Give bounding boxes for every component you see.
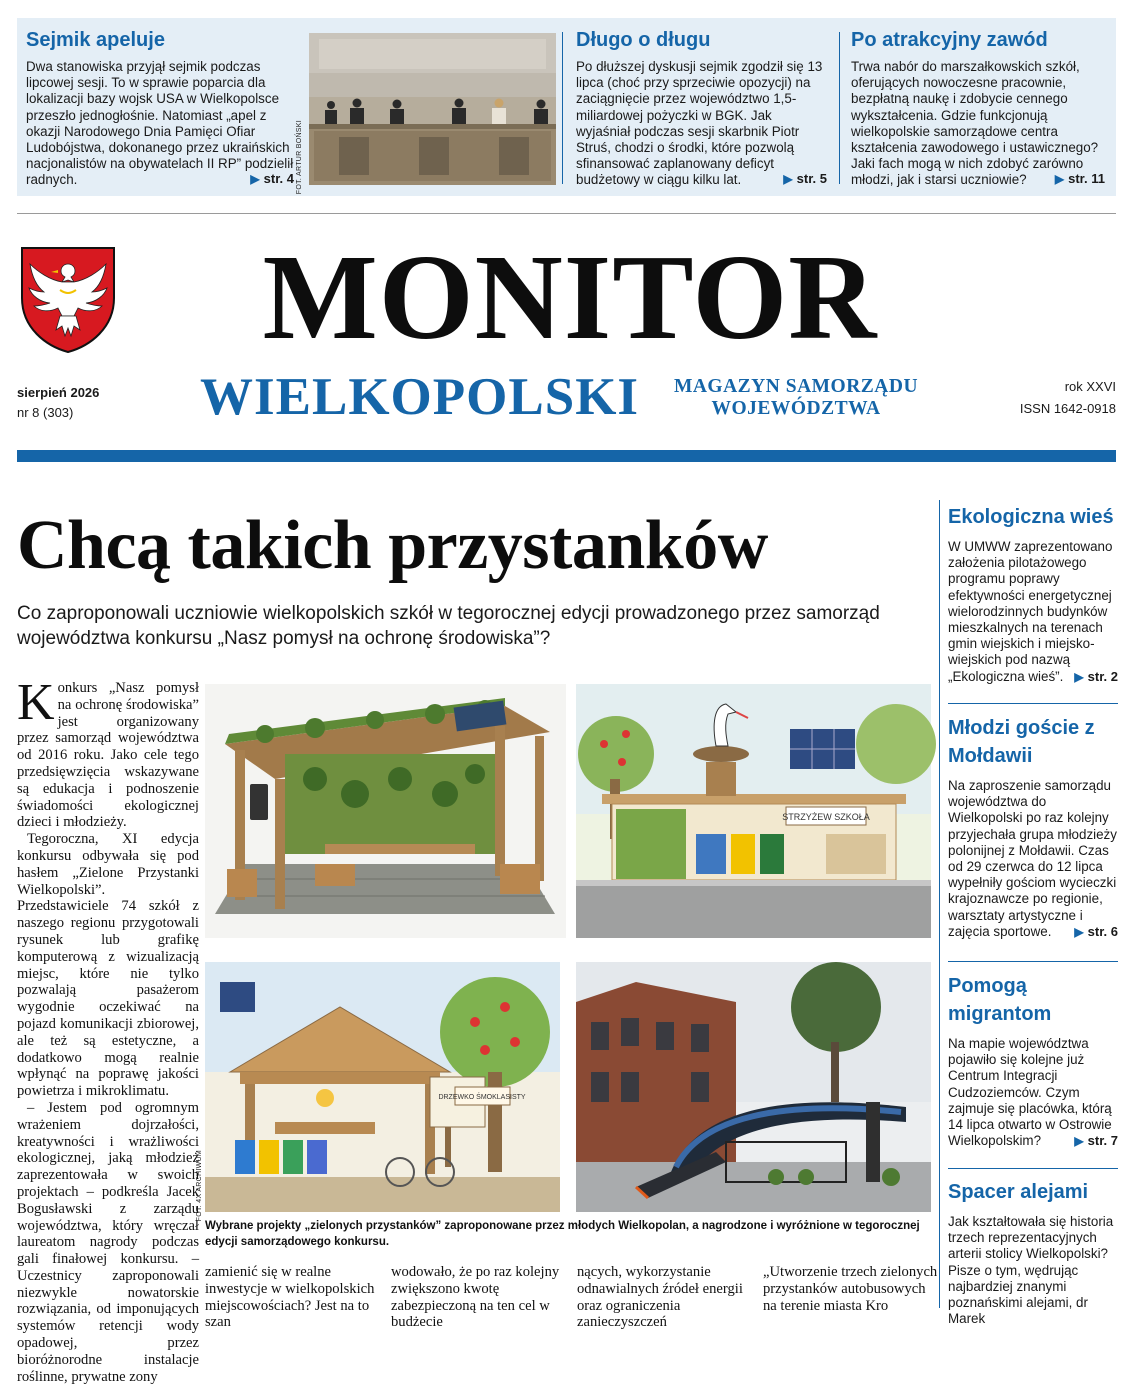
sidebar-rule bbox=[948, 1168, 1118, 1169]
dropcap: K bbox=[17, 674, 55, 731]
teaser-text: Dwa stanowiska przyjął sejmik podczas lipcowej sesji. To w sprawie poparcia dla lokalizacji bazy wojsk USA w Wielkopolsce przeszło jednogłośnie. Natomiast „apel z okazji Narodowego Dnia Pamięci Ofiar Ludobójstwa, dokonanego przez ukraińskich nacjonalistów na obywatelach II RP” podzielił radnych. bbox=[26, 59, 294, 188]
page-ref[interactable] bbox=[1074, 669, 1118, 685]
article-body-column bbox=[17, 674, 199, 1385]
page-ref-label: str. 11 bbox=[1068, 171, 1105, 186]
page-ref[interactable] bbox=[250, 171, 294, 186]
triangle-right-icon: ▶ bbox=[250, 172, 260, 186]
sidebar-rule bbox=[948, 961, 1118, 962]
photo-credit: FOT. ARTUR BOŃSKI bbox=[296, 120, 303, 195]
teaser-zawod[interactable] bbox=[851, 18, 1105, 196]
masthead-subtitle: WIELKOPOLSKI bbox=[200, 368, 640, 426]
page-ref[interactable] bbox=[1055, 171, 1105, 186]
bus-stop-drawing-gazebo bbox=[205, 962, 560, 1212]
article-paragraph: – Jestem pod ogromnym wrażeniem dojrzałości, kreatywności i wrażliwości ekologicznej, jaką młodzież zaprezentowała w swoich projektach – podkreśla Jacek Bogusławski z zarządu województwa, który wręczał laureatom nagrody podczas gali finałowej konkursu. – Uczestnicy zaproponowali niezwykle nowatorskie rozwiązania, od imponujących systemów retencji wody opadowej, przez bioróżnorodne instalacje roślinne, prywatne zony bbox=[17, 1099, 199, 1385]
sidebar-teaser-migranci[interactable] bbox=[948, 972, 1118, 1149]
article-column-text: „Utworzenie trzech zielonych przystanków autobusowych na terenie miasta Kro bbox=[763, 1264, 938, 1314]
triangle-right-icon: ▶ bbox=[1054, 172, 1065, 186]
teaser-text: Trwa nabór do marszałkowskich szkół, oferujących nowoczesne pracownie, bezpłatną naukę i zdobycie cennego wykształcenia. Gdzie funkcjonują wielkopolskie samorządowe centra kształcenia zawodowego i ustawicznego? Jaki fach mogą w nich zdobyć zarówno młodzi, jak i starsi uczniowie? bbox=[851, 59, 1099, 188]
tagline-line: MAGAZYN SAMORZĄDU bbox=[673, 376, 919, 397]
sidebar-text: Jak kształtowała się historia trzech reprezentacyjnych arterii stolicy Wielkopolski? Pisze o tym, wędrując najbardziej znanymi poznańskimi alejami, dr Marek bbox=[948, 1214, 1114, 1327]
sidebar-text-body: W UMWW zaprezentowano założenia pilotażowego programu poprawy efektywności energetycznej wielorodzinnych budynków mieszkalnych na terenach gmin wiejskich i miejsko-wiejskich pod nazwą „Ekologiczna wieś”. bbox=[948, 539, 1113, 684]
masthead-tagline bbox=[660, 376, 932, 420]
sejmik-session-photo bbox=[309, 33, 556, 185]
page-ref-label: str. 7 bbox=[1087, 1133, 1118, 1149]
paragraph-text: onkurs „Nasz pomysł na ochronę środowiska” jest organizowany przez samorząd województwa od 2016 roku. Jako cele tego przedsięwzięcia wskazywane są edukacja i podnoszenie świadomości ekologicznej dzieci i młodzieży. bbox=[17, 680, 199, 831]
sidebar-title: Młodzi goście z Mołdawii bbox=[948, 717, 1095, 767]
sidebar-teaser-aleje[interactable] bbox=[948, 1178, 1118, 1327]
sidebar-text bbox=[948, 778, 1118, 940]
photo-credit: FOT. 4X ARCHIWUM bbox=[196, 1150, 203, 1222]
triangle-right-icon: ▶ bbox=[783, 172, 793, 186]
teaser-title: Długo o długu bbox=[576, 29, 711, 51]
page-ref-label: str. 6 bbox=[1087, 923, 1118, 939]
sidebar-text-body: Na zaproszenie samorządu województwa do Wielkopolski po raz kolejny przyjechała grupa młodzieży polonijnej z Mołdawii. Czas od 29 czerwca do 12 lipca wypełniły gościom wycieczki krajoznawcze po regionie, warsztaty artystyczne i zajęcia sportowe. bbox=[948, 778, 1117, 939]
column-divider bbox=[839, 32, 840, 184]
session-illustration bbox=[309, 33, 556, 185]
divider bbox=[17, 213, 1116, 214]
page-ref-label: str. 4 bbox=[263, 171, 294, 186]
page-ref[interactable] bbox=[783, 171, 827, 186]
teaser-title: Sejmik apeluje bbox=[26, 29, 165, 51]
teaser-strip bbox=[17, 18, 1116, 196]
photo-caption: Wybrane projekty „zielonych przystanków” zaproponowane przez młodych Wielkopolan, a nagrodzone i wyróżnione w tegorocznej edycji samorządowego konkursu. bbox=[205, 1220, 920, 1248]
sidebar-title: Spacer alejami bbox=[948, 1181, 1089, 1203]
sidebar-teaser-moldawia[interactable] bbox=[948, 714, 1118, 940]
wielkopolska-crest-icon bbox=[20, 246, 116, 354]
teaser-dlug[interactable] bbox=[576, 18, 827, 196]
sidebar-divider bbox=[939, 500, 940, 1308]
tree-sign: DRZEWKO ŚMOKLASISTY bbox=[438, 1094, 526, 1101]
article-headline: Chcą takich przystanków bbox=[17, 507, 768, 584]
sidebar-text bbox=[948, 539, 1118, 685]
sidebar-text-body: Na mapie województwa pojawiło się kolejne już Centrum Integracji Cudzoziemców. Czym zajmuje się placówka, którą 14 lipca otwarto w Ostrowie Wielkopolskim? bbox=[948, 1036, 1112, 1149]
page-ref-label: str. 5 bbox=[796, 171, 827, 186]
masthead-title: MONITOR bbox=[262, 230, 878, 365]
sidebar-title: Pomogą migrantom bbox=[948, 975, 1052, 1025]
teaser-sejmik[interactable] bbox=[26, 18, 294, 196]
article-column-text: wodowało, że po raz kolejny zwiększono kwotę zabezpieczoną na ten cel w budżecie bbox=[391, 1264, 560, 1331]
sidebar-title: Ekologiczna wieś bbox=[948, 506, 1114, 528]
masthead-bar bbox=[17, 450, 1116, 462]
sidebar-teaser-ekologiczna[interactable] bbox=[948, 503, 1118, 685]
column-divider bbox=[562, 32, 563, 184]
article-column-text: nących, wykorzystanie odnawialnych źródeł energii oraz ograniczenia zanieczyszczeń bbox=[577, 1264, 743, 1331]
article-lede: Co zaproponowali uczniowie wielkopolskich szkół w tegorocznej edycji prowadzonego przez samorząd województwa konkursu „Nasz pomysł na ochronę środowiska”? bbox=[17, 603, 880, 649]
page-ref[interactable] bbox=[1074, 924, 1118, 940]
article-column-text: zamienić się w realne inwestycje w wielkopolskich miejscowościach? Jest na to szan bbox=[205, 1264, 375, 1331]
volume-info bbox=[1020, 376, 1116, 420]
page-ref[interactable] bbox=[1074, 1133, 1118, 1149]
triangle-right-icon: ▶ bbox=[1074, 1134, 1084, 1149]
triangle-right-icon: ▶ bbox=[1074, 669, 1084, 684]
bus-stop-photo-green-roof bbox=[205, 684, 566, 938]
article-paragraph bbox=[17, 674, 199, 831]
page-ref-label: str. 2 bbox=[1087, 668, 1118, 684]
triangle-right-icon: ▶ bbox=[1074, 924, 1084, 939]
issn: ISSN 1642-0918 bbox=[1019, 401, 1116, 416]
teaser-text: Po dłuższej dyskusji sejmik zgodził się 13 lipca (choć przy sprzeciwie opozycji) na zaciągnięcie przez województwo 1,5-miliardowej pożyczki w BGK. Jak wyjaśniał podczas sesji skarbnik Piotr Struś, chodzi o środki, które pozwolą sfinansować zaplanowany deficyt budżetowy w ciągu kilku lat. bbox=[576, 59, 823, 188]
tagline-line: WOJEWÓDZTWA bbox=[711, 398, 881, 419]
article-paragraph: Tegoroczna, XI edycja konkursu odbywała się pod hasłem „Zielone Przystanki Wielkopolski”. Przedstawiciele 74 szkół z naszego regionu przygotowali rysunek lub grafikę komputerową z wizualizacją miejsc, które nie tylko pozwalają pasażerom wygodnie oczekiwać na pojazd komunikacji zbiorowej, ale też są estetyczne, a dodatkowo mogą realnie wpłynąć na poprawę jakości powietrza i mikroklimatu. bbox=[17, 831, 199, 1100]
shelter-sign: STRZYŻEW SZKOŁA bbox=[782, 812, 870, 822]
teaser-title: Po atrakcyjny zawód bbox=[851, 29, 1048, 51]
bus-stop-photo-station bbox=[576, 962, 931, 1212]
issue-date: sierpień 2026 bbox=[17, 385, 100, 400]
volume-year: rok XXVI bbox=[1064, 379, 1116, 394]
issue-number: nr 8 (303) bbox=[17, 405, 74, 420]
bus-stop-drawing-stork bbox=[576, 684, 931, 938]
sidebar-rule bbox=[948, 703, 1118, 704]
issue-info bbox=[17, 383, 99, 423]
sidebar-text bbox=[948, 1036, 1118, 1149]
